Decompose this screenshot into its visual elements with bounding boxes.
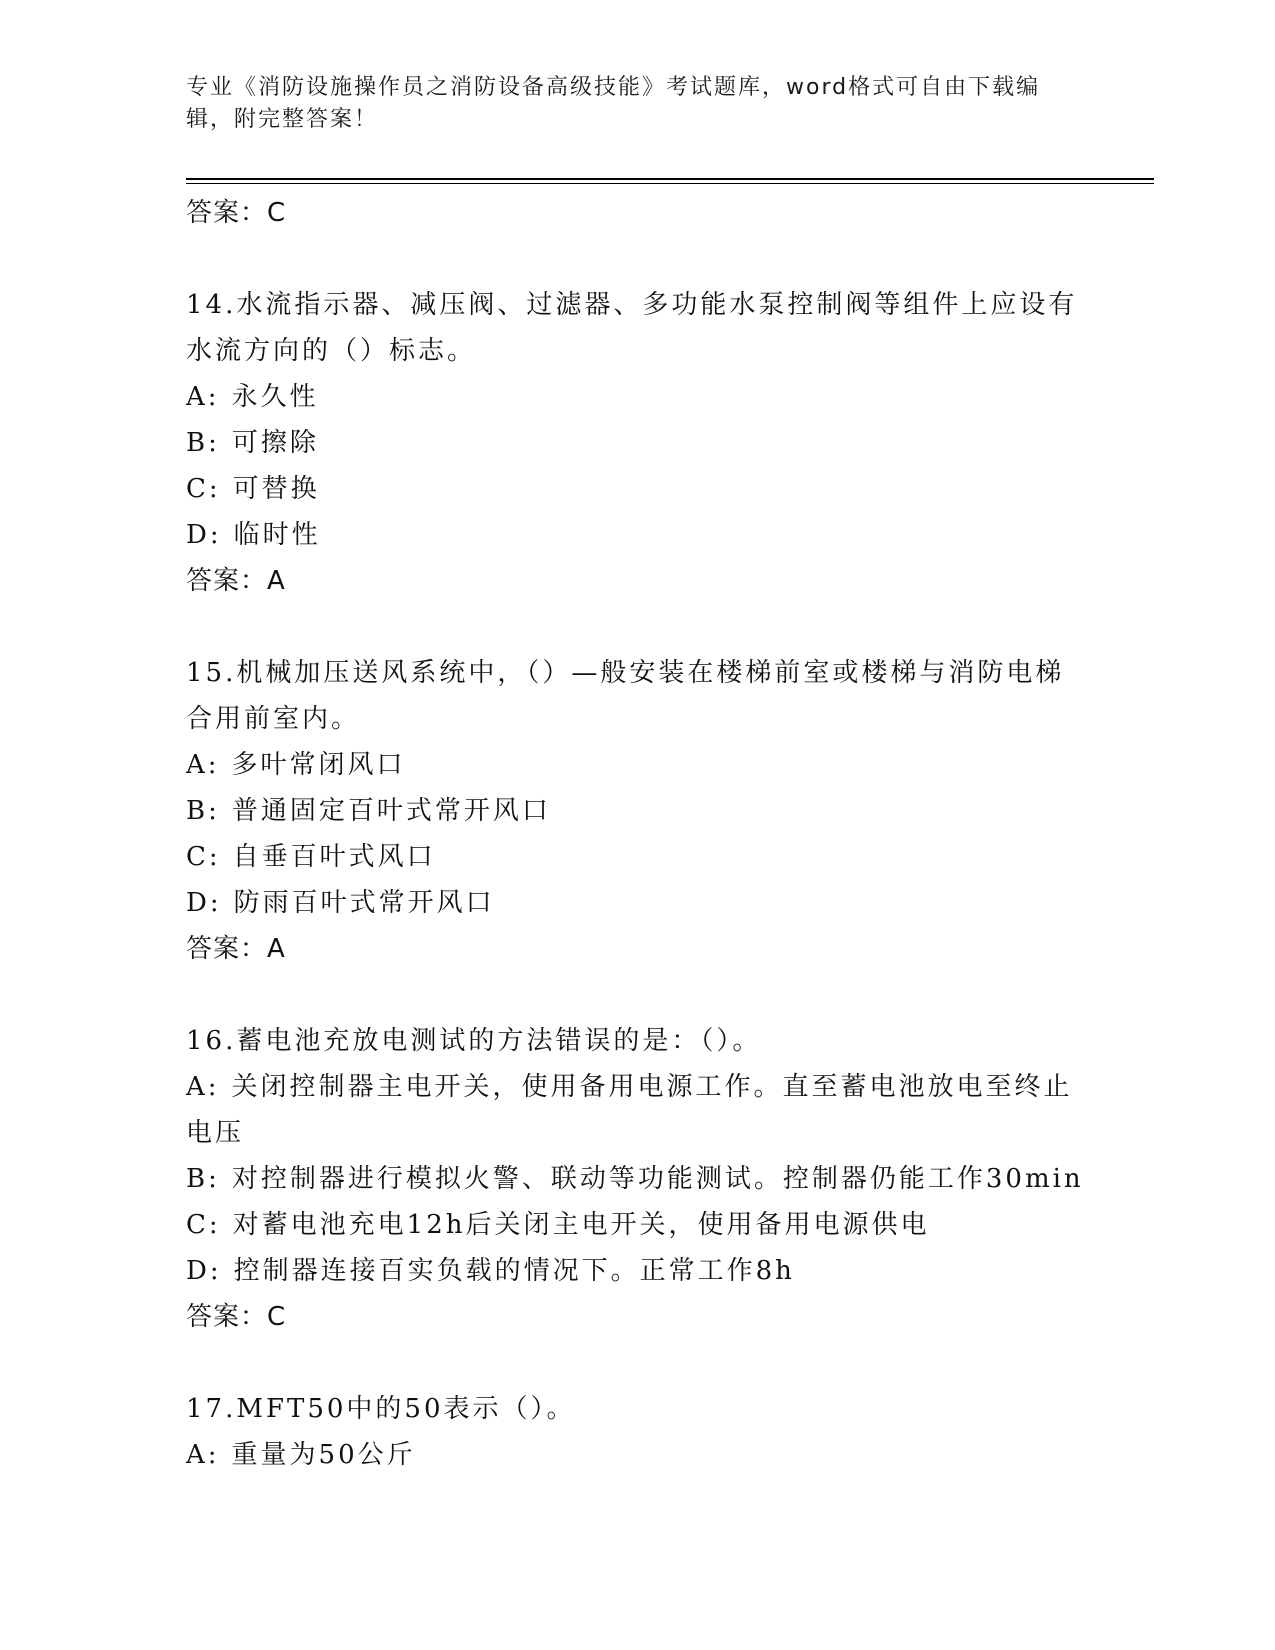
option-key: D: <box>186 520 222 550</box>
spacer <box>186 604 1086 650</box>
question-answer: 答案：A <box>186 566 286 596</box>
option-key: D: <box>186 1256 222 1286</box>
spacer <box>186 236 1086 282</box>
document-header: 专业《消防设施操作员之消防设备高级技能》考试题库，word格式可自由下载编辑，附完整答案！ <box>186 75 1041 132</box>
option-text: 临时性 <box>233 520 321 550</box>
option-text: 自垂百叶式风口 <box>232 842 436 872</box>
option-a <box>186 742 1086 788</box>
option-text: 普通固定百叶式常开风口 <box>231 796 551 826</box>
option-d <box>186 880 1086 926</box>
option-key: B: <box>186 428 220 458</box>
option-a <box>186 374 1086 420</box>
question-answer: 答案：A <box>186 934 286 964</box>
header-rule-thin <box>186 183 1154 184</box>
question-16 <box>186 1018 1086 1340</box>
option-c <box>186 1202 1086 1248</box>
option-b <box>186 1156 1086 1202</box>
option-key: A: <box>186 1440 220 1470</box>
option-d <box>186 512 1086 558</box>
option-a <box>186 1064 1086 1156</box>
option-text: 对蓄电池充电12h后关闭主电开关，使用备用电源供电 <box>232 1210 930 1240</box>
option-d <box>186 1248 1086 1294</box>
question-stem: 16.蓄电池充放电测试的方法错误的是：（）。 <box>186 1026 762 1056</box>
question-list <box>186 190 1086 1478</box>
question-17 <box>186 1386 1086 1478</box>
option-b <box>186 788 1086 834</box>
question-stem: 14.水流指示器、减压阀、过滤器、多功能水泵控制阀等组件上应设有水流方向的（）标志。 <box>186 290 1078 366</box>
option-text: 多叶常闭风口 <box>231 750 406 780</box>
option-key: B: <box>186 796 220 826</box>
option-text: 永久性 <box>231 382 319 412</box>
question-stem: 15.机械加压送风系统中，（）—般安装在楼梯前室或楼梯与消防电梯合用前室内。 <box>186 658 1065 734</box>
option-key: C: <box>186 474 221 504</box>
option-key: B: <box>186 1164 220 1194</box>
question-stem: 17.MFT50中的50表示（）。 <box>186 1394 576 1424</box>
question-14 <box>186 282 1086 604</box>
spacer <box>186 1340 1086 1386</box>
spacer <box>186 972 1086 1018</box>
option-c <box>186 834 1086 880</box>
option-key: A: <box>186 1072 220 1102</box>
option-text: 对控制器进行模拟火警、联动等功能测试。控制器仍能工作30min <box>231 1164 1084 1194</box>
option-key: A: <box>186 750 220 780</box>
option-b <box>186 420 1086 466</box>
option-key: C: <box>186 1210 221 1240</box>
option-c <box>186 466 1086 512</box>
option-text: 可擦除 <box>231 428 319 458</box>
option-key: D: <box>186 888 222 918</box>
option-text: 重量为50公斤 <box>231 1440 416 1470</box>
option-text: 控制器连接百实负载的情况下。正常工作8h <box>233 1256 795 1286</box>
header-rule-thick <box>186 178 1154 180</box>
option-text: 关闭控制器主电开关，使用备用电源工作。直至蓄电池放电至终止电压 <box>186 1072 1073 1148</box>
option-text: 防雨百叶式常开风口 <box>233 888 495 918</box>
question-answer: 答案：C <box>186 1302 287 1332</box>
previous-answer: 答案：C <box>186 198 287 228</box>
option-key: A: <box>186 382 220 412</box>
option-key: C: <box>186 842 221 872</box>
option-a <box>186 1432 1086 1478</box>
option-text: 可替换 <box>232 474 320 504</box>
question-15 <box>186 650 1086 972</box>
